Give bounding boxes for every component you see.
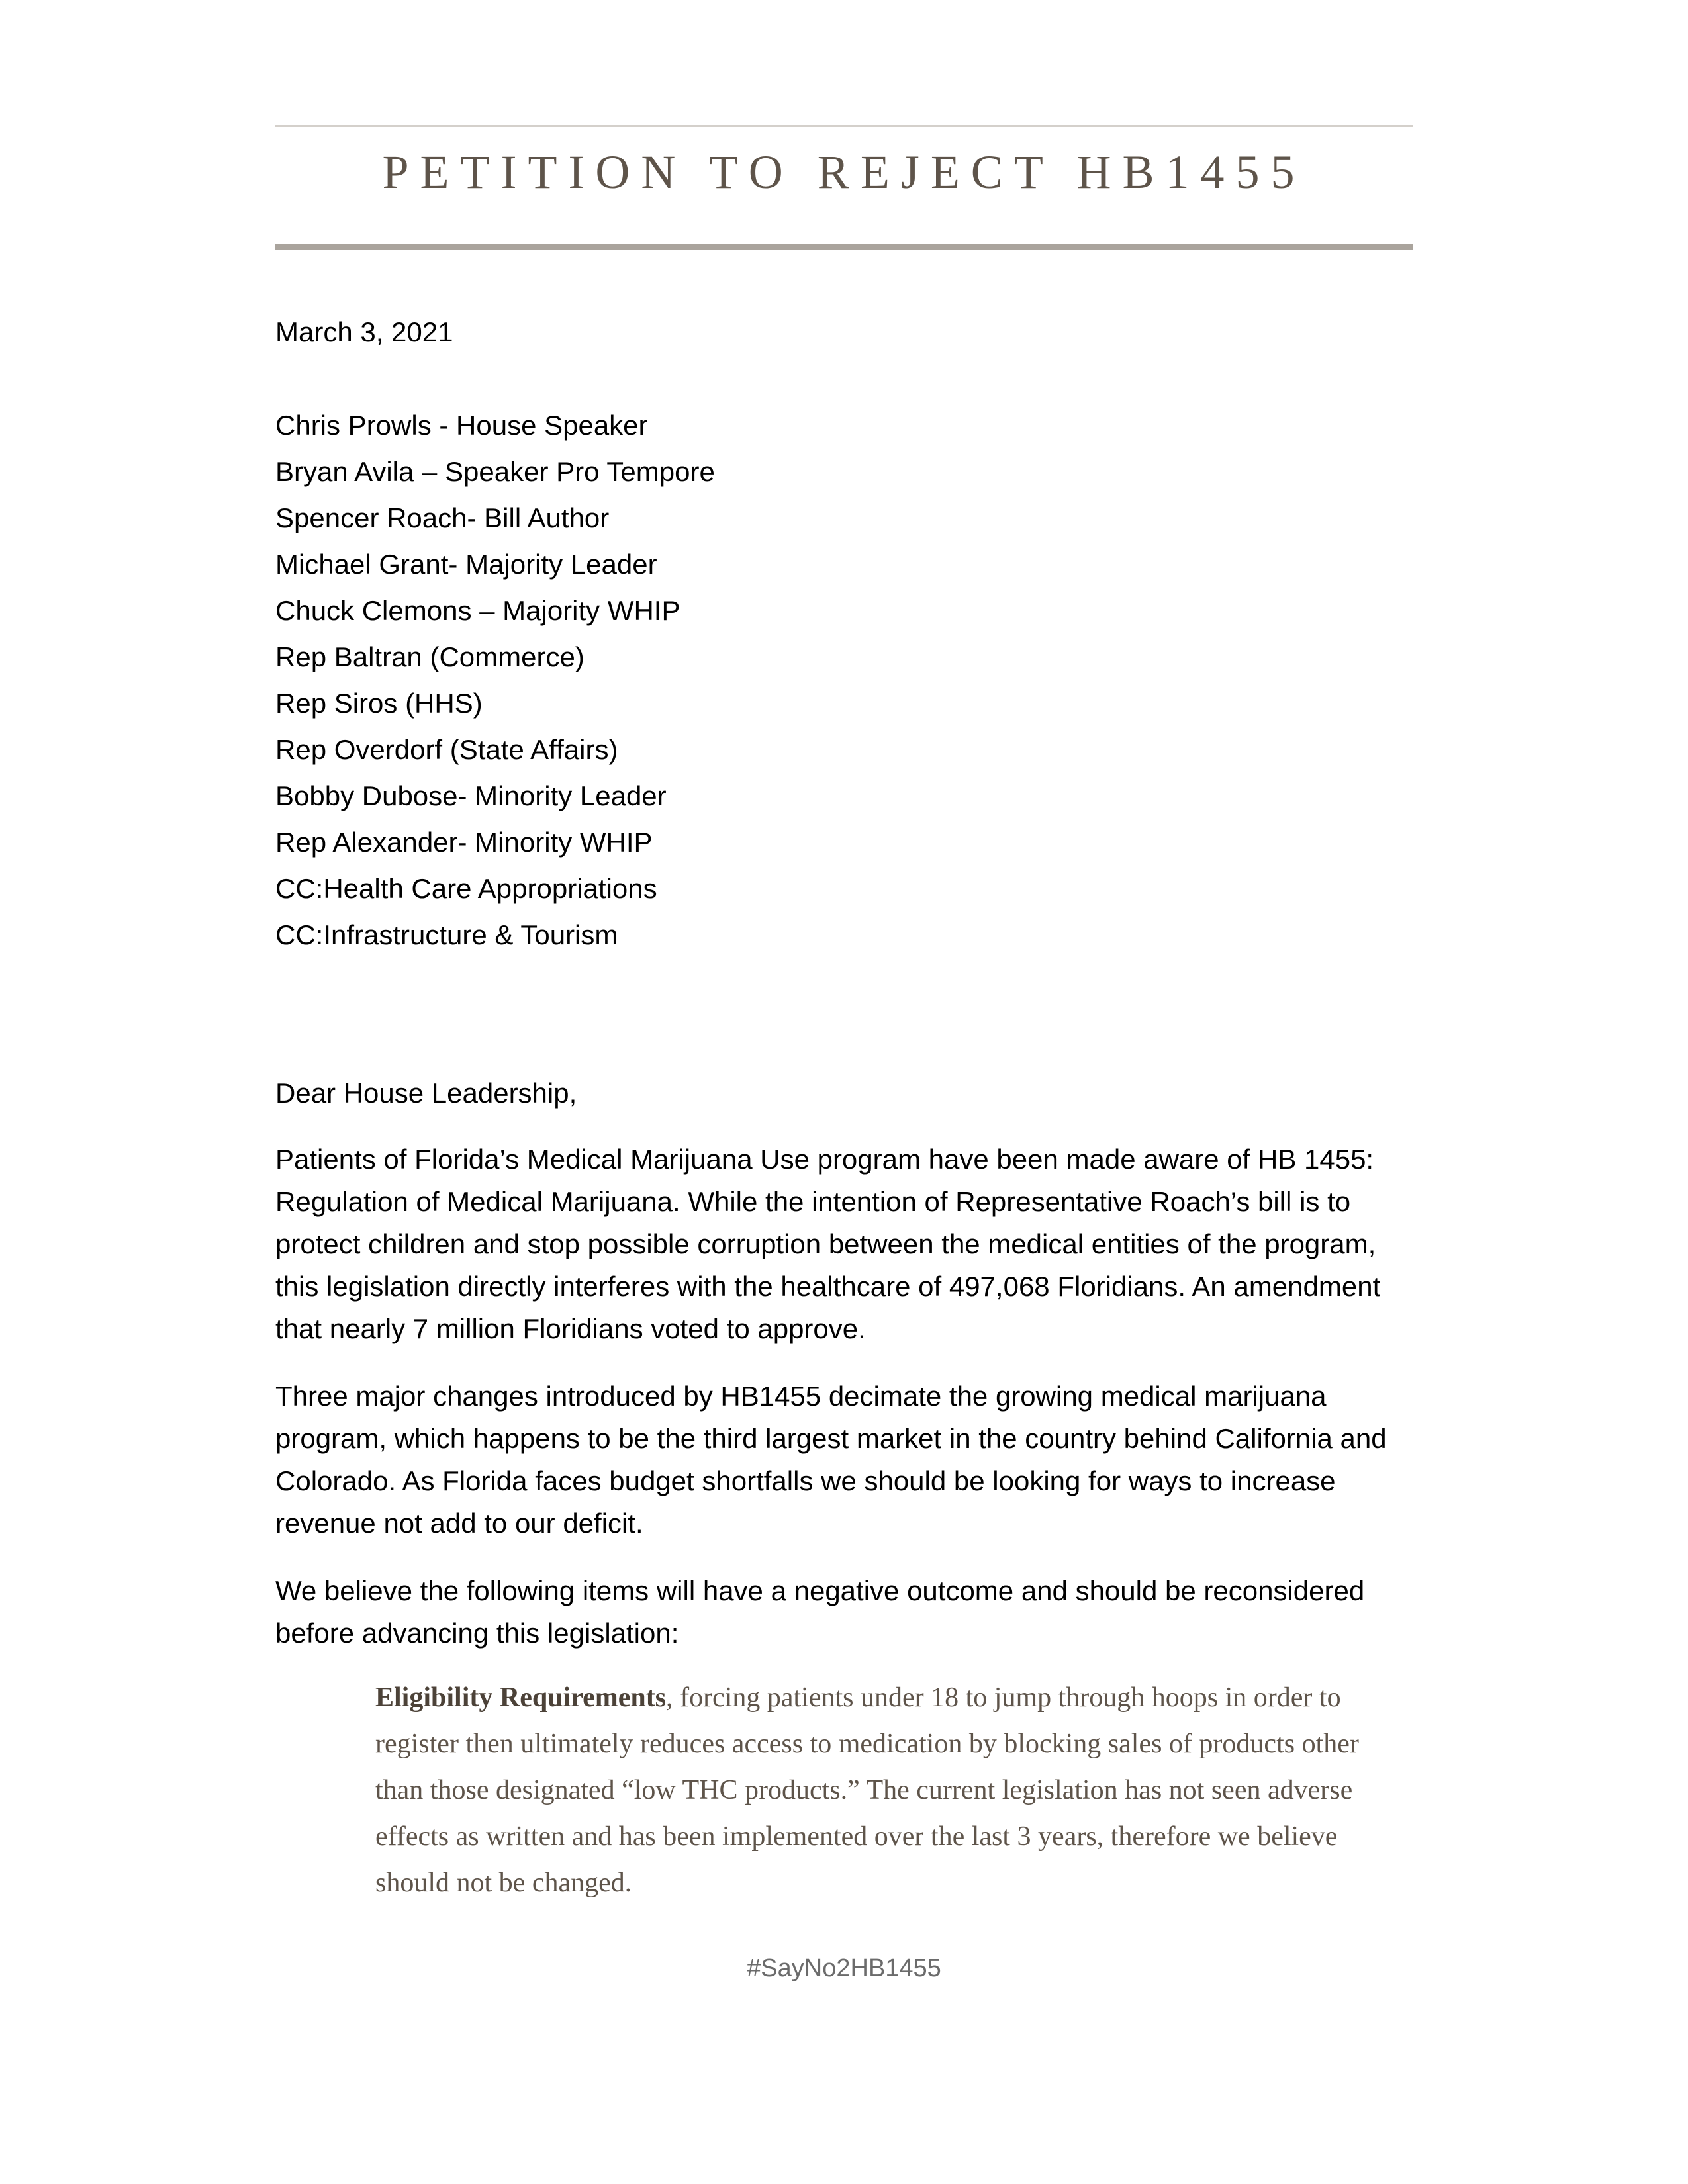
recipient-item: Chuck Clemons – Majority WHIP	[275, 595, 680, 626]
recipient-item: Bryan Avila – Speaker Pro Tempore	[275, 456, 715, 487]
recipient-item: CC:Infrastructure & Tourism	[275, 919, 618, 950]
letter-date: March 3, 2021	[275, 316, 453, 347]
letter-paragraph: We believe the following items will have a negative outcome and should be reconsidered before advancing this legislation:	[275, 1575, 1365, 1649]
recipient-item: Michael Grant- Majority Leader	[275, 549, 657, 580]
concern-heading: Eligibility Requirements	[375, 1682, 667, 1713]
recipient-item: Rep Overdorf (State Affairs)	[275, 734, 618, 765]
recipient-item: Bobby Dubose- Minority Leader	[275, 780, 667, 811]
concern-text: , forcing patients under 18 to jump through hoops in order to register then ultimately reduces access to medication by blocking sales of products other than those designated “low THC products.” The current legislation has not seen adverse effects as written and has been implemented over the last 3 years, therefore we believe should not be changed.	[375, 1682, 1359, 1898]
recipient-item: Rep Baltran (Commerce)	[275, 641, 585, 672]
footer-hashtag: #SayNo2HB1455	[747, 1954, 941, 1982]
recipient-item: Chris Prowls - House Speaker	[275, 410, 648, 441]
recipient-list	[275, 402, 1202, 958]
header-top-rule	[275, 125, 1413, 127]
letter-salutation: Dear House Leadership,	[275, 1077, 577, 1109]
document-title: PETITION TO REJECT HB1455	[382, 146, 1306, 199]
letter-paragraph: Three major changes introduced by HB1455 decimate the growing medical marijuana program, which happens to be the third largest market in the country behind California and Colorado. As Florida faces budget shortfalls we should be looking for ways to increase revenue not add to our deficit.	[275, 1381, 1387, 1539]
recipient-item: Rep Siros (HHS)	[275, 688, 483, 719]
header-bottom-rule	[275, 244, 1413, 250]
concern-item	[375, 1674, 1408, 1906]
recipient-item: CC:Health Care Appropriations	[275, 873, 657, 904]
recipient-item: Rep Alexander- Minority WHIP	[275, 827, 653, 858]
letter-paragraph: Patients of Florida’s Medical Marijuana Use program have been made aware of HB 1455: Regulation of Medical Marijuana. While the intention of Representative Roach’s bill is to protect children and stop possible corruption between the medical entities of the program, this legislation directly interferes with the healthcare of 497,068 Floridians. An amendment that nearly 7 million Floridians voted to approve.	[275, 1144, 1381, 1344]
recipient-item: Spencer Roach- Bill Author	[275, 502, 610, 533]
